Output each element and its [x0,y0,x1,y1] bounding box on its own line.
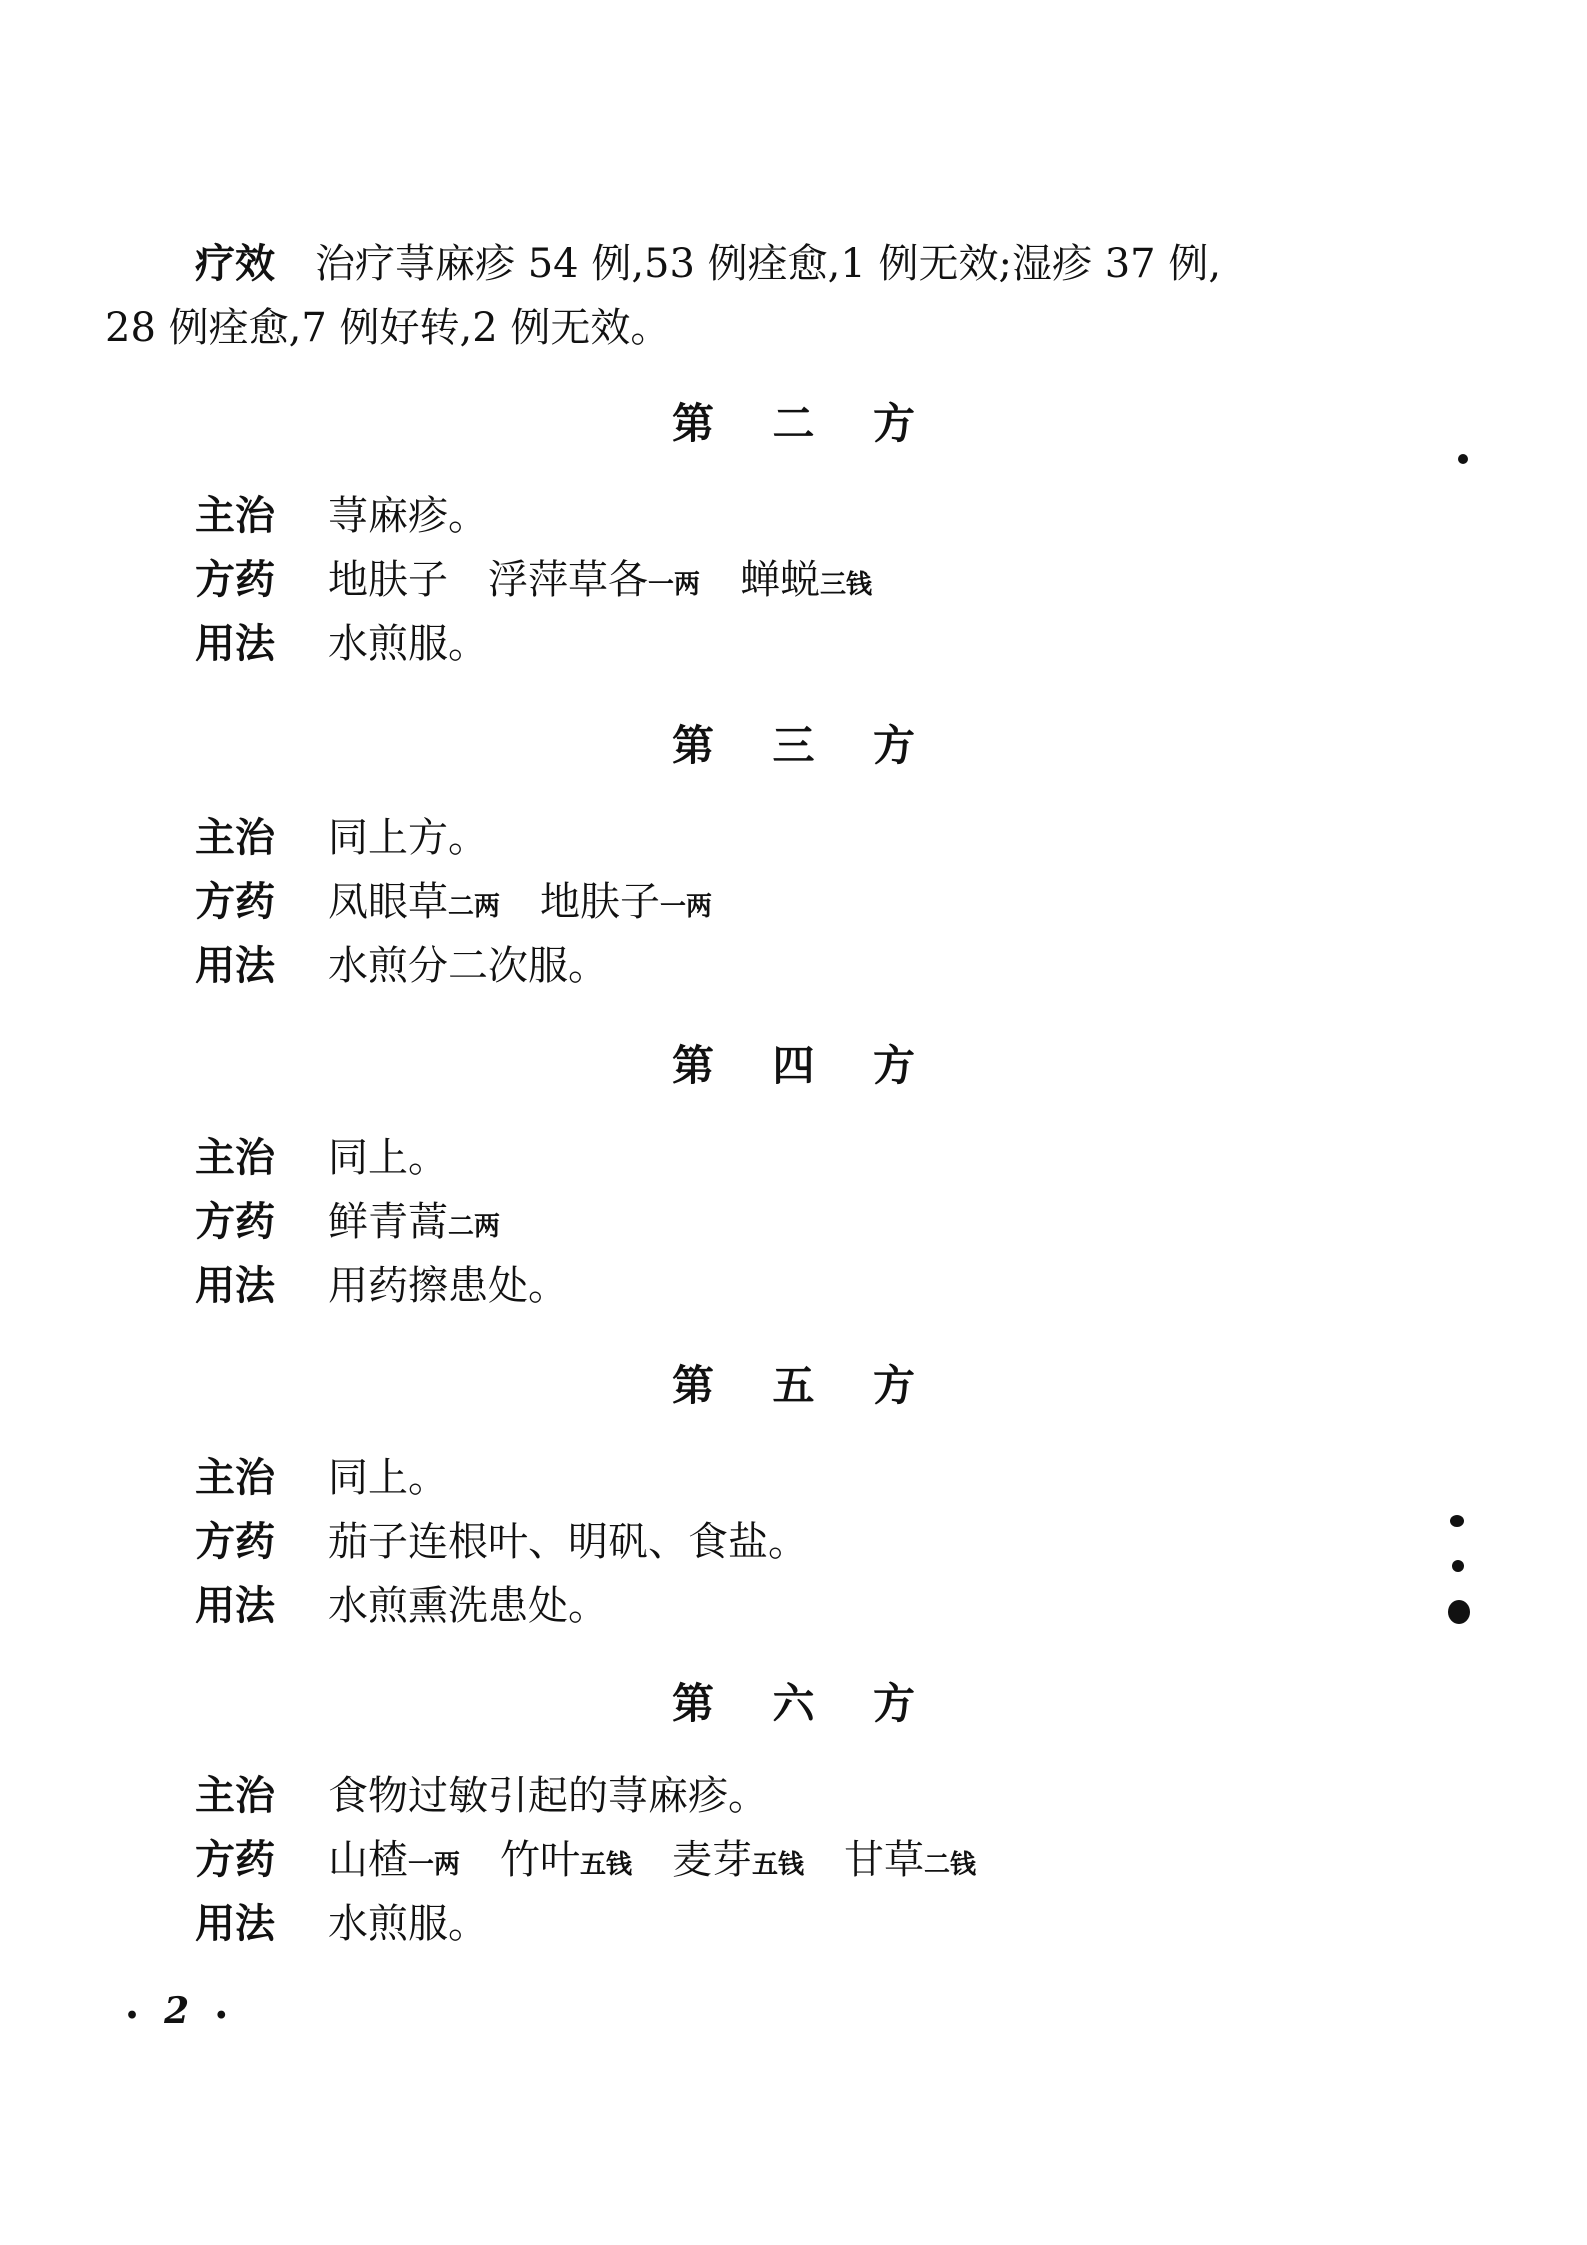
efficacy-line-2: 28 例痊愈,7 例好转,2 例无效。 [105,305,671,351]
fangyao-herbs: 地肤子 浮萍草各一两 蝉蜕三钱 [328,557,873,603]
zhuzhi-label: 主治 [195,493,275,539]
yongfa-text: 水煎熏洗患处。 [328,1583,608,1629]
section-heading-5: 第 五 方 [671,1361,916,1410]
yongfa-text: 用药擦患处。 [328,1263,568,1309]
zhuzhi-label: 主治 [195,815,275,861]
fangyao-herbs: 山楂一两 竹叶五钱 麦芽五钱 甘草二钱 [328,1837,977,1883]
page-number-dot-left: • [125,2003,140,2029]
fangyao-herbs: 鲜青蒿二两 [328,1199,501,1245]
scan-speck [1452,1560,1464,1572]
zhuzhi-text: 同上方。 [328,815,488,861]
zhuzhi-text: 同上。 [328,1135,448,1181]
fangyao-herbs: 凤眼草二两 地肤子一两 [328,879,713,925]
scan-speck [1458,454,1468,464]
section-heading-2: 第 二 方 [671,399,916,448]
zhuzhi-label: 主治 [195,1455,275,1501]
zhuzhi-label: 主治 [195,1773,275,1819]
scan-speck [1448,1600,1470,1624]
zhuzhi-text: 食物过敏引起的荨麻疹。 [328,1773,768,1819]
yongfa-text: 水煎服。 [328,621,488,667]
section-heading-6: 第 六 方 [671,1679,916,1728]
fangyao-label: 方药 [195,879,275,925]
page-number-dot-right: • [214,2003,229,2029]
fangyao-label: 方药 [195,1199,275,1245]
yongfa-label: 用法 [195,1583,275,1629]
section-heading-4: 第 四 方 [671,1041,916,1090]
yongfa-label: 用法 [195,943,275,989]
efficacy-line-1 [195,236,1221,292]
yongfa-text: 水煎服。 [328,1901,488,1947]
fangyao-label: 方药 [195,557,275,603]
zhuzhi-label: 主治 [195,1135,275,1181]
yongfa-text: 水煎分二次服。 [328,943,608,989]
fangyao-label: 方药 [195,1837,275,1883]
fangyao-herbs: 茄子连根叶、明矾、食盐。 [328,1519,808,1565]
fangyao-label: 方药 [195,1519,275,1565]
efficacy-text: 治疗荨麻疹 54 例,53 例痊愈,1 例无效;湿疹 37 例, [315,241,1222,287]
scan-speck [1450,1515,1464,1527]
yongfa-label: 用法 [195,1901,275,1947]
yongfa-label: 用法 [195,621,275,667]
zhuzhi-text: 同上。 [328,1455,448,1501]
zhuzhi-text: 荨麻疹。 [328,493,488,539]
section-heading-3: 第 三 方 [671,721,916,770]
efficacy-label: 疗效 [195,241,275,287]
page-number: • 2 • [125,1990,229,2032]
yongfa-label: 用法 [195,1263,275,1309]
